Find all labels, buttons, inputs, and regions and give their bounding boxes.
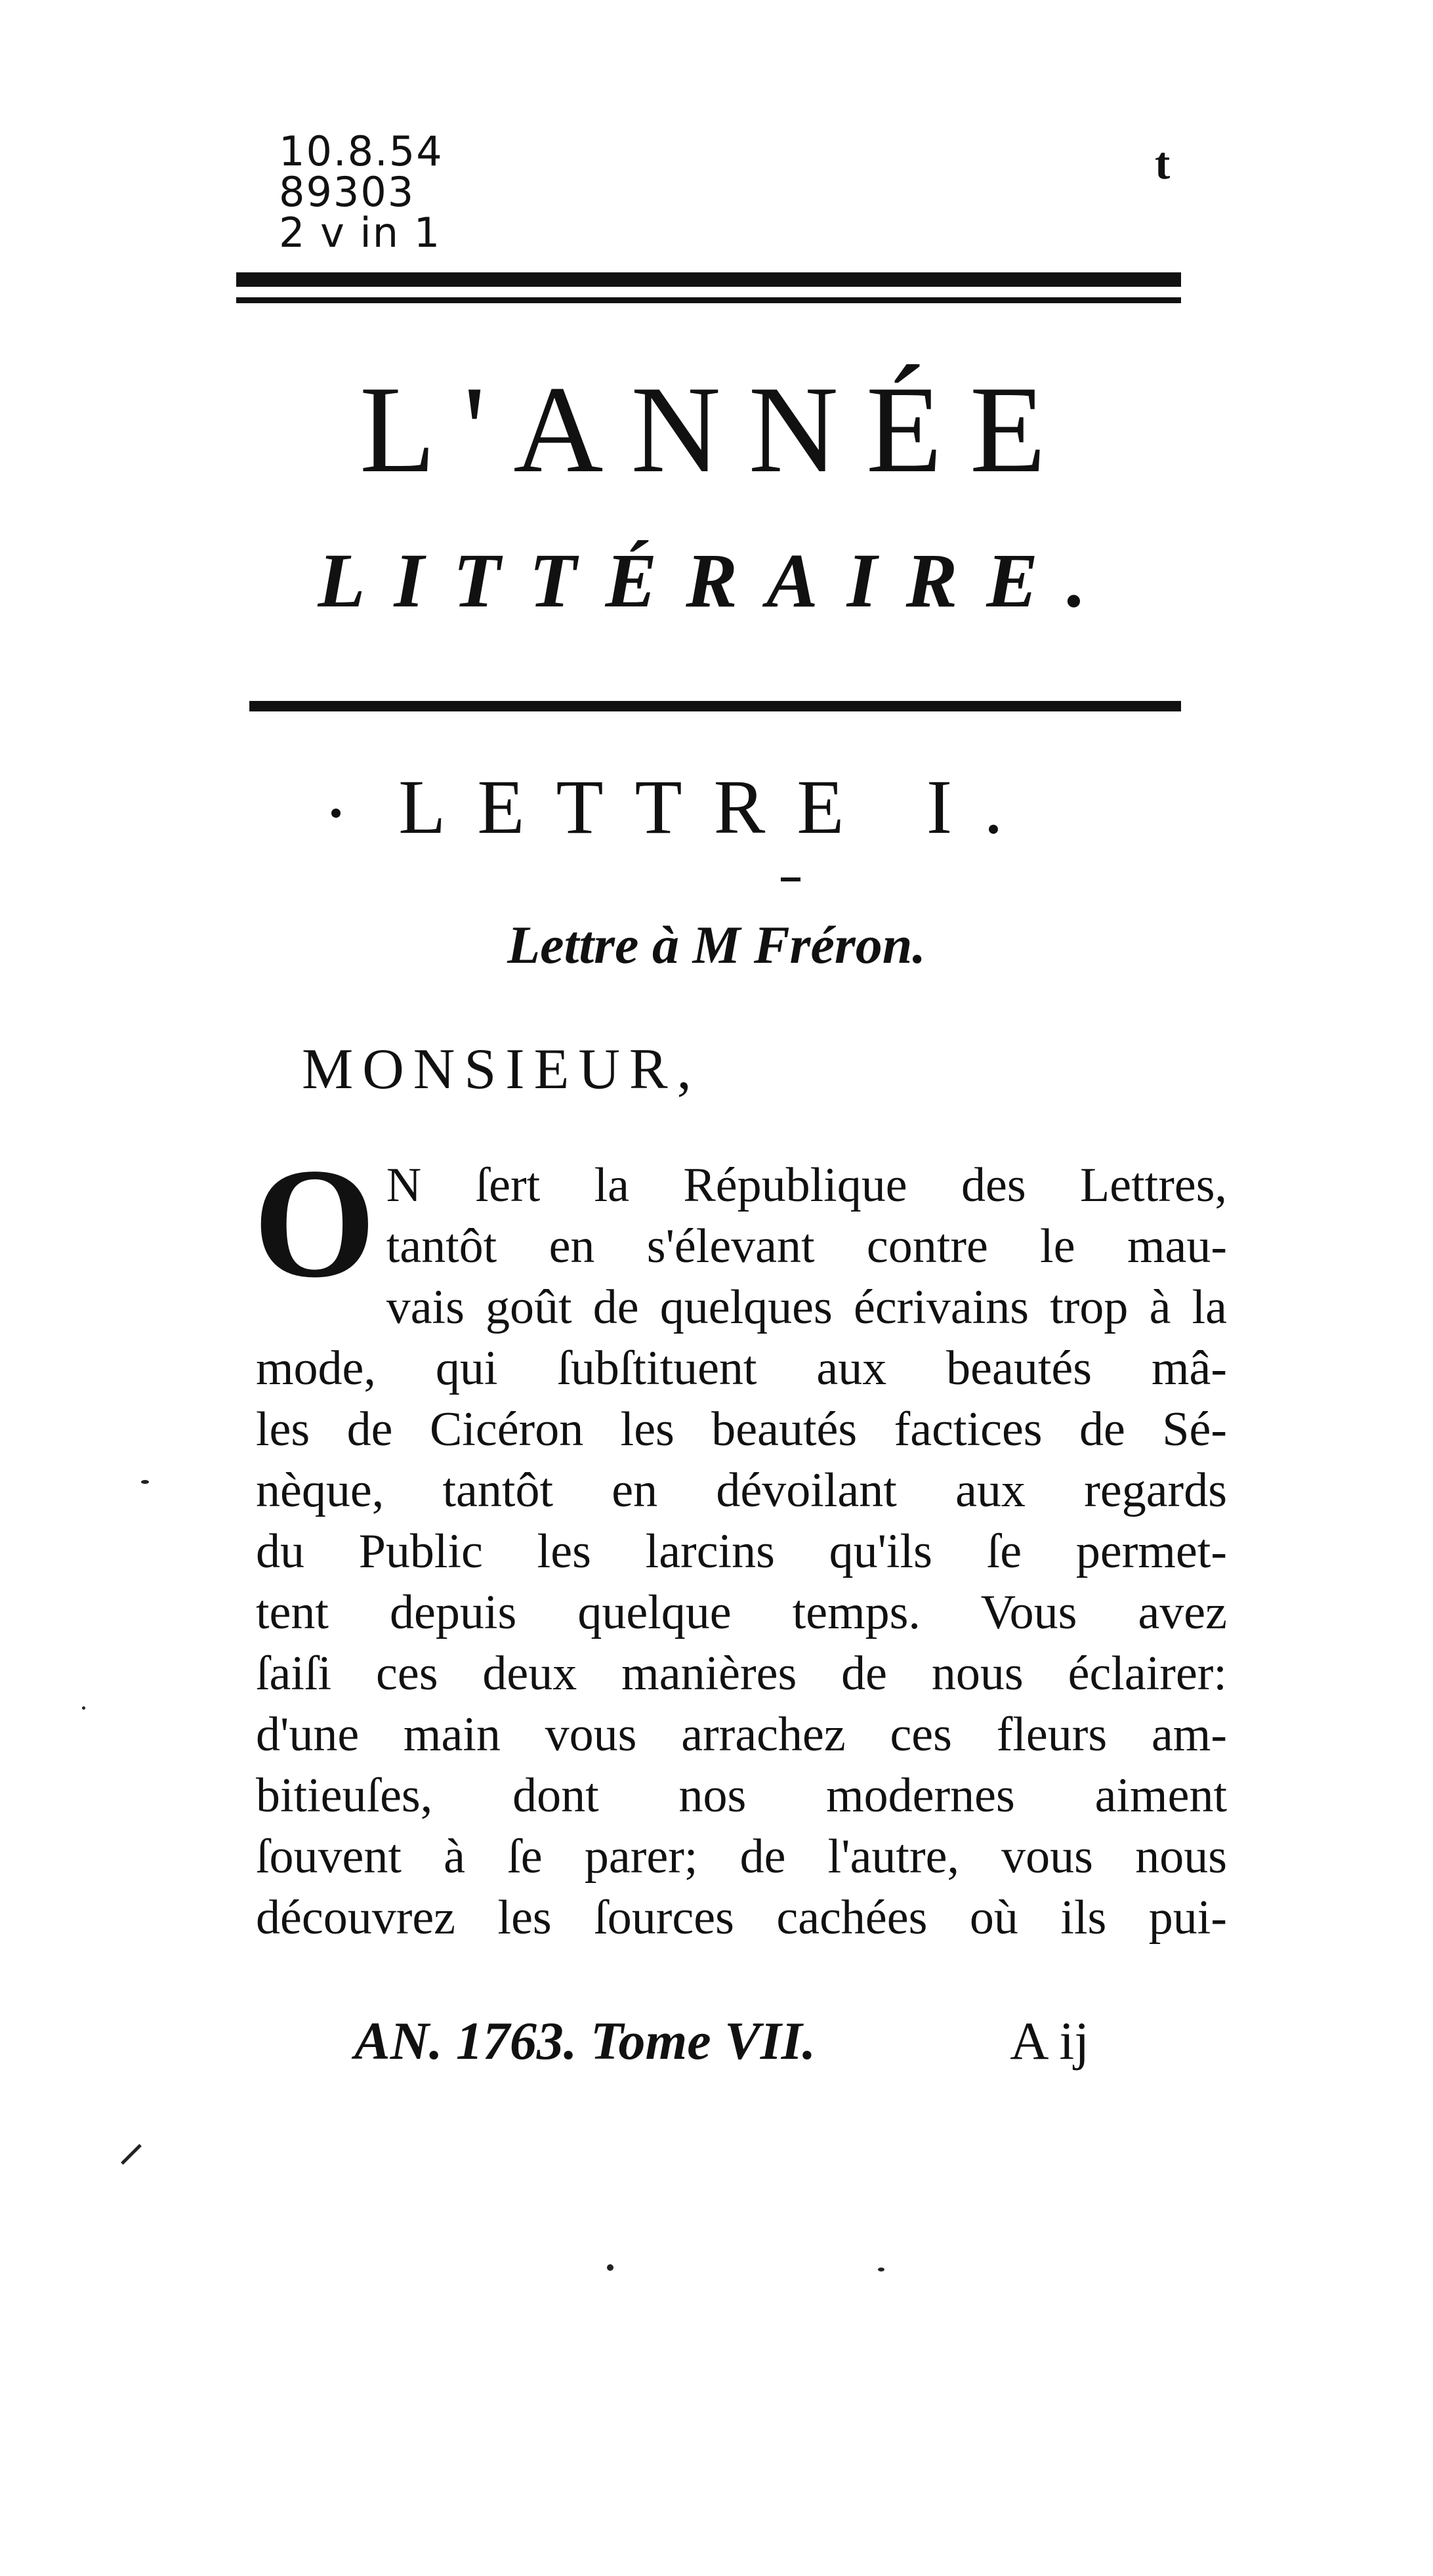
corner-mark: t [1155,138,1171,189]
body-line-5: les de Cicéron les beautés factices de Sé- [256,1403,1227,1456]
body-line-11: bitieuſes, dont nos modernes aiment [256,1769,1227,1823]
salutation: MONSIEUR, [302,1038,701,1101]
title-line-1: L'ANNÉE [359,361,1074,499]
shelfmark-line-1: 10.8.54 [279,127,444,175]
body-line-7: du Public les larcins qu'ils ſe permet- [256,1525,1227,1578]
body-line-1: N ſert la République des Lettres, [386,1158,1227,1212]
shelfmark-line-2: 89303 [279,168,415,216]
body-line-13: découvrez les ſources cachées où ils pui- [256,1891,1227,1945]
body-line-10: d'une main vous arrachez ces fleurs am- [256,1708,1227,1762]
scan-speck [141,1480,149,1484]
page-footer [354,2008,1089,2074]
body-line-4: mode, qui ſubſtituent aux beautés mâ- [256,1341,1227,1395]
body-line-9: ſaiſi ces deux manières de nous éclairer: [256,1647,1227,1700]
letter-subheading: Lettre à M Fréron. [507,915,926,975]
top-rule-thick [236,272,1181,287]
scan-speck [878,2268,884,2271]
body-line-12: ſouvent à ſe parer; de l'autre, vous nous [256,1830,1227,1884]
scan-stroke [121,2144,142,2165]
scan-speck [607,2264,613,2271]
signature-mark: A ij [1010,2011,1089,2071]
letter-heading: LETTRE I. [398,764,1035,850]
scan-speck [82,1706,85,1710]
body-text [253,1135,1227,1949]
heading-dash [781,877,800,881]
top-rule-thin [236,297,1181,303]
drop-cap: O [253,1135,376,1310]
shelfmark-line-3: 2 v in 1 [279,209,442,257]
body-line-3: vais goût de quelques écrivains trop à la [386,1280,1227,1334]
volume-line: AN. 1763. Tome VII. [354,2011,816,2071]
middle-rule [249,701,1181,711]
body-line-2: tantôt en s'élevant contre le mau- [386,1219,1227,1273]
handwritten-shelfmark [279,127,444,257]
body-line-8: tent depuis quelque temps. Vous avez [256,1586,1227,1639]
title-line-2: LITTÉRAIRE. [318,538,1115,623]
body-line-6: nèque, tantôt en dévoilant aux regards [256,1464,1227,1517]
